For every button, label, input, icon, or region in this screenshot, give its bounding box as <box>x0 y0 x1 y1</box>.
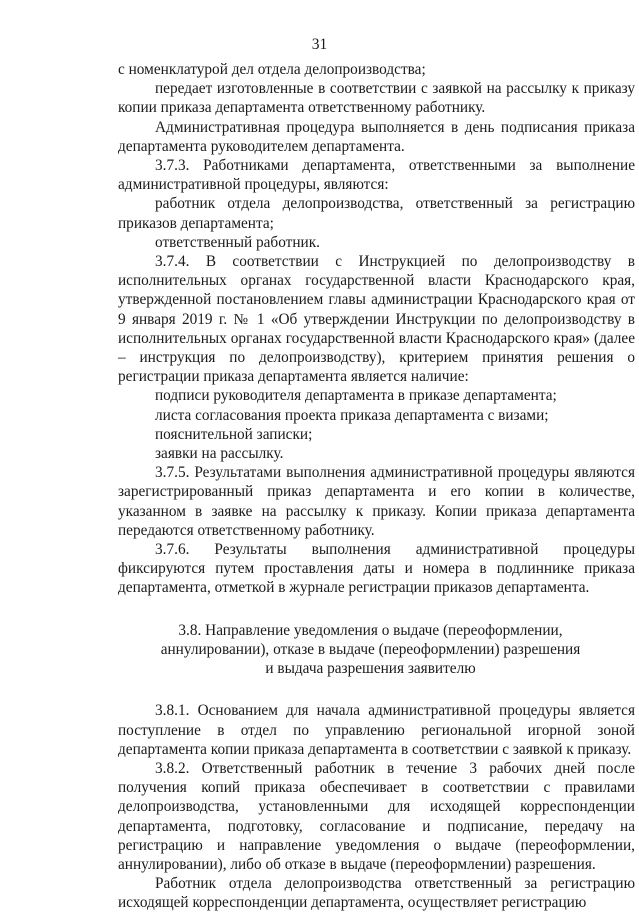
page-number: 31 <box>311 36 328 53</box>
paragraph: Работник отдела делопроизводства ответственный за регистрацию исходящей корреспонденции департамента, осуществляет регистрацию <box>118 875 635 912</box>
list-item: подписи руководителя департамента в приказе департамента; <box>155 387 557 405</box>
paragraph: ответственный работник. <box>155 233 320 251</box>
clause-3-7-6: 3.7.6. Результаты выполнения административной процедуры фиксируются путем проставления даты и номера в подлиннике приказа департамента, отметкой в журнале регистрации приказов департамента. <box>118 541 635 597</box>
section-heading <box>112 621 629 679</box>
clause-3-8-2: 3.8.2. Ответственный работник в течение 3 рабочих дней после получения копий приказа обеспечивает в соответствии с правилами делопроизводства, установленными для исходящей корреспонденции департамента, подготовку, согласование и подписание, передачу на регистрацию и направление уведомления о выдаче (переоформлении, аннулировании), либо об отказе в выдаче (переоформлении) разрешения. <box>118 759 635 873</box>
list-item: пояснительной записки; <box>155 425 313 443</box>
paragraph: с номенклатурой дел отдела делопроизводства; <box>118 61 426 78</box>
list-item: листа согласования проекта приказа департамента с визами; <box>155 406 549 424</box>
clause-3-8-1: 3.8.1. Основанием для начала административной процедуры является поступление в отдел по управлению региональной игорной зоной департамента копии приказа департамента в соответствии с заявкой к приказу. <box>118 702 635 758</box>
clause-3-7-4: 3.7.4. В соответствии с Инструкцией по делопроизводству в исполнительных органах государственной власти Краснодарского края, утвержденной постановлением главы администрации Краснодарского края от 9 января 2019 г. № 1 «Об утверждении Инструкции по делопроизводству в исполнительных органах государственной власти Краснодарского края» (далее – инструкция по делопроизводству), критерием принятия решения о регистрации приказа департамента является наличие: <box>118 253 635 386</box>
section-heading-line: 3.8. Направление уведомления о выдаче (переоформлении, <box>178 621 563 639</box>
clause-3-7-5: 3.7.5. Результатами выполнения административной процедуры являются зарегистрированный приказ департамента и его копии в количестве, указанном в заявке на рассылку к приказу. Копии приказа департамента передаются ответственному работнику. <box>118 464 635 539</box>
list-item: заявки на рассылку. <box>155 445 284 463</box>
clause-3-7-3: 3.7.3. Работниками департамента, ответственными за выполнение административной процедуры, являются: <box>118 157 635 194</box>
section-heading-line: и выдача разрешения заявителю <box>265 660 476 678</box>
document-body <box>118 60 635 913</box>
paragraph: передает изготовленные в соответствии с заявкой на рассылку к приказу копии приказа департамента ответственному работнику. <box>118 80 635 117</box>
paragraph: работник отдела делопроизводства, ответственный за регистрацию приказов департамента; <box>118 195 635 232</box>
paragraph: Административная процедура выполняется в день подписания приказа департамента руководителем департамента. <box>118 118 635 155</box>
section-heading-line: аннулировании), отказе в выдаче (переоформлении) разрешения <box>160 640 581 658</box>
